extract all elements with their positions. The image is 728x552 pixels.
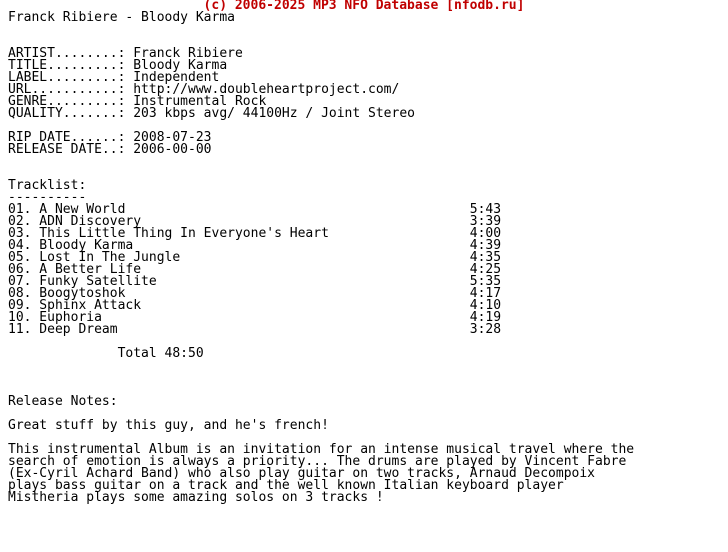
release-note-line: search of emotion is always a priority... The drums are played by Vincent Fabre — [8, 454, 627, 469]
track-row: 04. Bloody Karma 4:39 — [8, 238, 502, 253]
nfo-line: Tracklist: — [8, 178, 87, 193]
nfo-line: Franck Ribiere - Bloody Karma — [8, 10, 235, 25]
nfo-line — [8, 156, 634, 168]
track-row: 07. Funky Satellite 5:35 — [8, 274, 502, 289]
nfo-line — [8, 360, 634, 372]
release-note-line: Mistheria plays some amazing solos on 3 tracks ! — [8, 490, 384, 505]
nfo-line: RIP DATE......: 2008-07-23 — [8, 130, 212, 145]
track-row: 06. A Better Life 4:25 — [8, 262, 502, 277]
release-note-line: This instrumental Album is an invitation for an intense musical travel where the — [8, 442, 635, 457]
nfo-line: TITLE.........: Bloody Karma — [8, 58, 228, 73]
nfo-line: ARTIST........: Franck Ribiere — [8, 46, 243, 61]
nfo-text — [8, 12, 634, 504]
track-row: 08. Boogytoshok 4:17 — [8, 286, 502, 301]
release-note-line: plays bass guitar on a track and the well known Italian keyboard player — [8, 478, 564, 493]
track-row: 02. ADN Discovery 3:39 — [8, 214, 502, 229]
nfo-line: LABEL.........: Independent — [8, 70, 220, 85]
track-row: 11. Deep Dream 3:28 — [8, 322, 502, 337]
total-time: Total 48:50 — [8, 346, 204, 361]
track-row: 03. This Little Thing In Everyone's Heart 4:00 — [8, 226, 502, 241]
release-note-line: (Ex-Cyril Achard Band) who also play guitar on two tracks, Arnaud Decompoix — [8, 466, 595, 481]
track-row: 09. Sphinx Attack 4:10 — [8, 298, 502, 313]
nfo-line — [8, 24, 634, 36]
track-row: 05. Lost In The Jungle 4:35 — [8, 250, 502, 265]
release-notes-heading: Release Notes: — [8, 394, 118, 409]
track-row: 01. A New World 5:43 — [8, 202, 502, 217]
nfo-line: RELEASE DATE..: 2006-00-00 — [8, 142, 212, 157]
release-note-line: Great stuff by this guy, and he's french! — [8, 418, 329, 433]
track-row: 10. Euphoria 4:19 — [8, 310, 502, 325]
nfo-line: QUALITY.......: 203 kbps avg/ 44100Hz / Joint Stereo — [8, 106, 415, 121]
nfo-line — [8, 372, 634, 384]
nfo-line — [8, 168, 634, 180]
nfo-line: ---------- — [8, 190, 87, 205]
nfo-line: GENRE.........: Instrumental Rock — [8, 94, 267, 109]
site-header: (c) 2006-2025 MP3 NFO Database [nfodb.ru] — [203, 0, 525, 13]
nfo-line: URL...........: http://www.doubleheartproject.com/ — [8, 82, 400, 97]
